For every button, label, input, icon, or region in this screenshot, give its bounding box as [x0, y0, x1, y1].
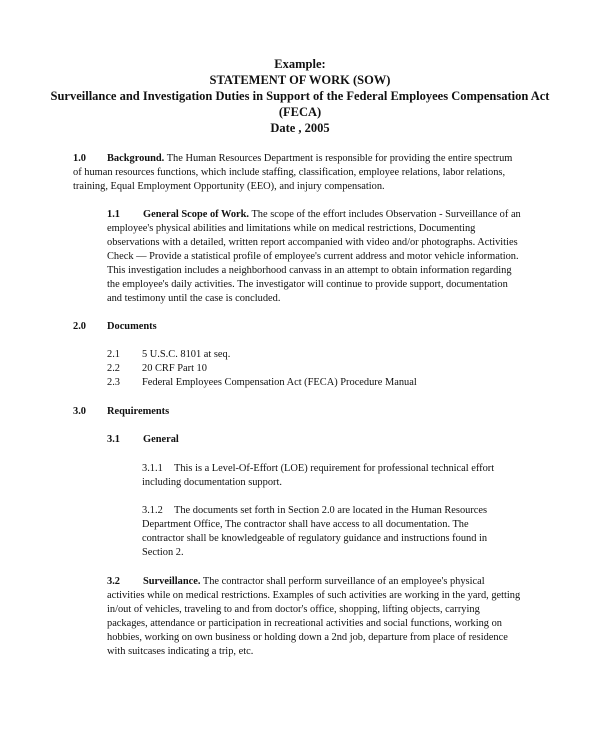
list-item-number: 2.3	[107, 377, 120, 388]
section-heading: Requirements	[107, 406, 170, 417]
section-heading: General	[143, 434, 179, 445]
section-number: 2.0	[73, 321, 86, 332]
section-3-2-line: with suitcases indicating a trip, etc.	[107, 646, 254, 657]
subsection-number: 3.1.1	[142, 463, 163, 474]
list-item: 5 U.S.C. 8101 at seq.	[142, 349, 231, 360]
document-title: STATEMENT OF WORK (SOW)	[209, 73, 391, 87]
example-label: Example:	[274, 57, 326, 71]
section-number: 3.2	[107, 576, 120, 587]
list-item-number: 2.2	[107, 363, 120, 374]
section-3-1-1-line: This is a Level-Of-Effort (LOE) requirement for professional technical effort	[174, 463, 495, 474]
section-heading: Surveillance.	[143, 576, 201, 587]
section-3-1-1-line: including documentation support.	[142, 477, 282, 488]
section-3-2-line: packages, attendance or participation in recreational activities and social functions, working on	[107, 618, 502, 629]
section-number: 3.1	[107, 434, 120, 445]
section-3-2-line: Surveillance. The contractor shall perform surveillance of an employee's physical	[143, 576, 485, 587]
section-1-1-line: This investigation includes a neighborhood canvass in an attempt to obtain information regarding	[107, 265, 512, 276]
section-1-1-line: General Scope of Work. The scope of the effort includes Observation - Surveillance of an	[143, 209, 521, 220]
list-item: Federal Employees Compensation Act (FECA) Procedure Manual	[142, 377, 417, 388]
section-1-1-line: and testimony until the case is concluded.	[107, 293, 281, 304]
section-3-1-2-line: contractor shall be knowledgeable of regulatory guidance and instructions found in	[142, 533, 488, 544]
section-1-1-line: employee's physical abilities and limitations while on medical restrictions, Documenting	[107, 223, 476, 234]
section-heading: Documents	[107, 321, 157, 332]
section-3-1-2-line: Section 2.	[142, 547, 184, 558]
section-1-1-line: Check — Provide a statistical profile of employee's current address and motor vehicle information.	[107, 251, 519, 262]
document-acronym: (FECA)	[278, 105, 322, 119]
document-date: Date , 2005	[270, 121, 330, 135]
section-number: 3.0	[73, 406, 86, 417]
document-subtitle: Surveillance and Investigation Duties in Support of the Federal Employees Compensation Act	[50, 89, 550, 103]
section-heading: Background.	[107, 153, 165, 164]
section-1-line: Background. The Human Resources Department is responsible for providing the entire spectrum	[107, 153, 513, 164]
list-item: 20 CRF Part 10	[142, 363, 207, 374]
section-1-line: of human resources functions, which include staffing, classification, employee relations, labor relations,	[73, 167, 506, 178]
section-1-1-line: observations with a detailed, written report accompanied with video and/or photographs. Activities	[107, 237, 518, 248]
subsection-number: 3.1.2	[142, 505, 163, 516]
section-number: 1.0	[73, 153, 86, 164]
list-item-number: 2.1	[107, 349, 120, 360]
section-3-1-2-line: Department Office, The contractor shall have access to all documentation. The	[142, 519, 469, 530]
section-3-1-2-line: The documents set forth in Section 2.0 are located in the Human Resources	[174, 505, 488, 516]
section-3-2-line: activities while on medical restrictions. Examples of such activities are working in the yard, getting	[107, 590, 521, 601]
section-number: 1.1	[107, 209, 120, 220]
section-1-1-line: the employee's daily activities. The investigator will continue to provide support, documentation	[107, 279, 508, 290]
section-1-line: training, Equal Employment Opportunity (EEO), and injury compensation.	[73, 181, 385, 192]
section-3-2-line: hobbies, working on own business or holding down a 2nd job, departure from place of residence	[107, 632, 508, 643]
section-3-2-line: in/out of vehicles, traveling to and from doctor's office, shopping, lifting objects, carrying	[107, 604, 480, 615]
section-heading: General Scope of Work.	[143, 209, 250, 220]
